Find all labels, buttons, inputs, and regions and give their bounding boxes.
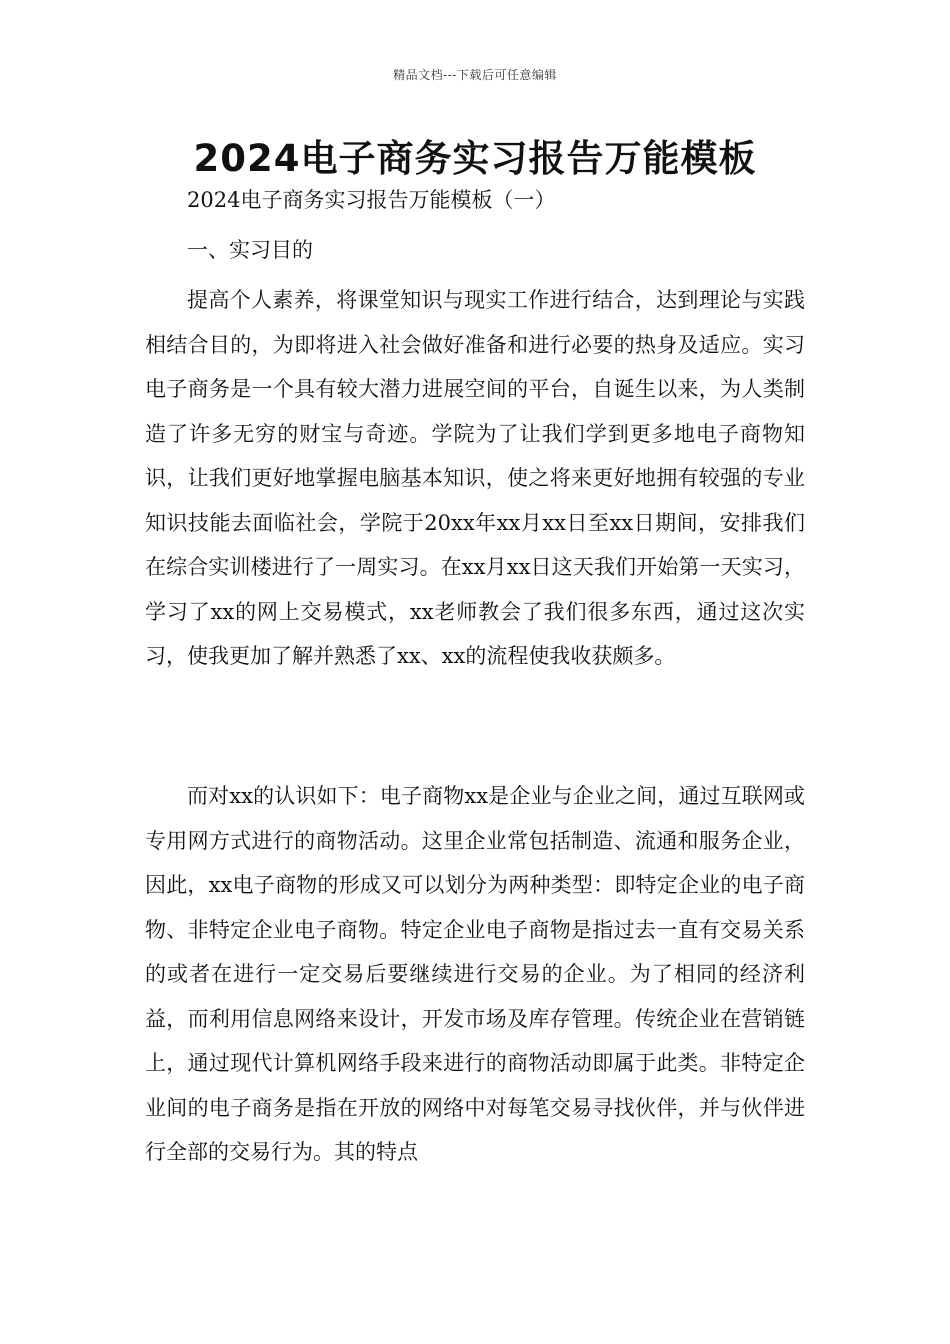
section-heading: 一、实习目的 bbox=[187, 238, 313, 262]
paragraph: 提高个人素养，将课堂知识与现实工作进行结合，达到理论与实践相结合目的，为即将进入社会做好准备和进行必要的热身及适应。实习电子商务是一个具有较大潜力进展空间的平台，自诞生以来，为人类制造了许多无穷的财宝与奇迹。学院为了让我们学到更多地电子商物知识，让我们更好地掌握电脑基本知识，使之将来更好地拥有较强的专业知识技能去面临社会，学院于20xx年xx月xx日至xx日期间，安排我们在综合实训楼进行了一周实习。在xx月xx日这天我们开始第一天实习，学习了xx的网上交易模式，xx老师教会了我们很多东西，通过这次实习，使我更加了解并熟悉了xx、xx的流程使我收获颇多。 bbox=[145, 288, 805, 668]
paragraph: 而对xx的认识如下：电子商物xx是企业与企业之间，通过互联网或专用网方式进行的商物活动。这里企业常包括制造、流通和服务企业，因此，xx电子商物的形成又可以划分为两种类型：即特定企业的电子商物、非特定企业电子商物。特定企业电子商物是指过去一直有交易关系的或者在进行一定交易后要继续进行交易的企业。为了相同的经济利益，而利用信息网络来设计，开发市场及库存管理。传统企业在营销链上，通过现代计算机网络手段来进行的商物活动即属于此类。非特定企业间的电子商务是指在开放的网络中对每笔交易寻找伙伴，并与伙伴进行全部的交易行为。其的特点 bbox=[145, 784, 805, 1164]
paragraph-block bbox=[145, 278, 805, 679]
document-title: 2024电子商务实习报告万能模板 bbox=[193, 137, 757, 180]
header-note: 精品文档---下载后可任意编辑 bbox=[393, 68, 557, 82]
paragraph-block bbox=[145, 774, 805, 1175]
subtitle: 2024电子商务实习报告万能模板（一） bbox=[187, 188, 556, 212]
